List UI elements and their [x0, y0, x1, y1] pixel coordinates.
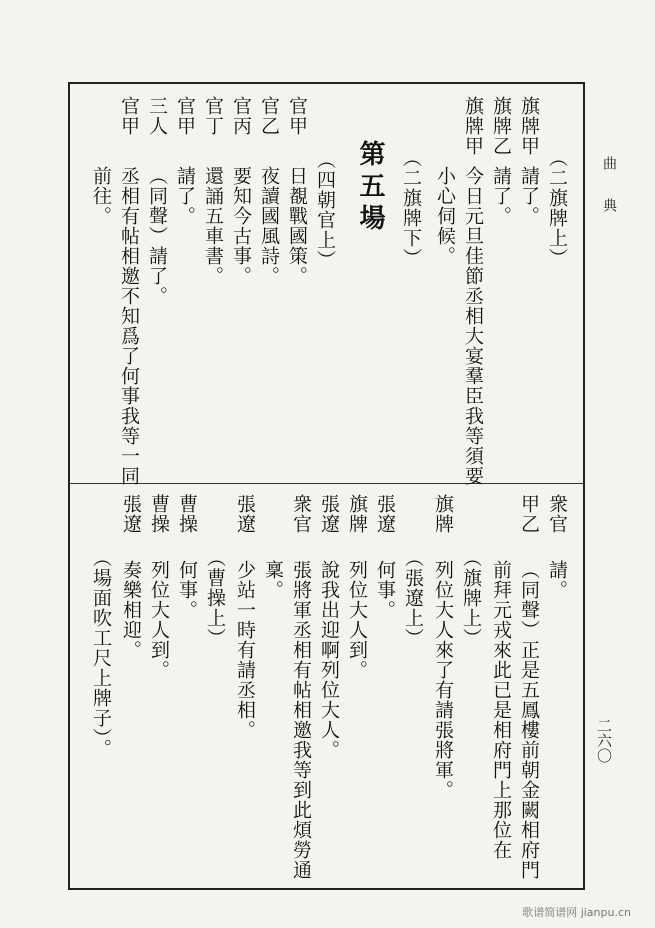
- dialogue-line: 日覩戰國策。: [286, 166, 308, 286]
- stage-direction: （張遼上）: [402, 548, 424, 648]
- dialogue-line: 請了。: [174, 166, 196, 226]
- dialogue-line: 說我出迎啊列位大人。: [318, 560, 340, 760]
- dialogue-line: （同聲）正是五鳳樓前朝金闕相府門: [518, 560, 540, 880]
- book-title-margin: 曲典: [601, 156, 617, 240]
- speaker-label: 旗牌: [432, 494, 454, 534]
- speaker-label: 官甲: [174, 96, 196, 136]
- dialogue-line: 要知今古事。: [230, 166, 252, 286]
- dialogue-line: 列位大人來了有請張將軍。: [432, 560, 454, 800]
- dialogue-line: 今日元旦佳節丞相大宴羣臣我等須要: [462, 166, 484, 486]
- dialogue-line: 奏樂相迎。: [120, 560, 142, 660]
- dialogue-line: 前拜元戎來此已是相府門上那位在: [490, 560, 512, 860]
- dialogue-line: 請了。: [518, 166, 540, 226]
- dialogue-line: 夜讀國風詩。: [258, 166, 280, 286]
- dialogue-line: 還誦五車書。: [202, 166, 224, 286]
- dialogue-line: 張將軍丞相有帖相邀我等到此煩勞通: [290, 560, 312, 880]
- speaker-label: 衆官: [290, 494, 312, 534]
- dialogue-line: （同聲）請了。: [146, 166, 168, 306]
- speaker-label: 官乙: [258, 96, 280, 136]
- dialogue-line: 丞相有帖相邀不知爲了何事我等一同: [118, 166, 140, 486]
- dialogue-line: 請了。: [490, 166, 512, 226]
- speaker-label: 旗牌乙: [490, 96, 512, 156]
- speaker-label: 官甲: [118, 96, 140, 136]
- speaker-label: 三人: [146, 96, 168, 136]
- dialogue-line: 列位大人到。: [148, 560, 170, 680]
- stage-direction: （曹操上）: [204, 548, 226, 648]
- speaker-label: 甲乙: [518, 494, 540, 534]
- section-divider: [68, 483, 585, 484]
- stage-direction: （場面吹工尺上牌子）。: [90, 548, 112, 759]
- speaker-label: 張遼: [120, 494, 142, 534]
- dialogue-line: 稟。: [262, 560, 284, 600]
- stage-direction: （旗牌上）: [460, 548, 482, 648]
- speaker-label: 張遼: [234, 494, 256, 534]
- dialogue-line: 列位大人到。: [346, 560, 368, 680]
- stage-direction: （二旗牌上）: [546, 148, 568, 268]
- speaker-label: 官丙: [230, 96, 252, 136]
- scene-heading: 第五場: [355, 140, 385, 236]
- dialogue-line: 少站一時有請丞相。: [234, 560, 256, 740]
- dialogue-line: 請。: [546, 560, 568, 600]
- speaker-label: 官丁: [202, 96, 224, 136]
- speaker-label: 曹操: [176, 494, 198, 534]
- speaker-label: 張遼: [374, 494, 396, 534]
- speaker-label: 旗牌甲: [518, 96, 540, 156]
- stage-direction: （二旗牌下）: [400, 148, 422, 268]
- speaker-label: 旗牌甲: [462, 96, 484, 156]
- page-number: 二六〇: [595, 718, 613, 763]
- speaker-label: 衆官: [546, 494, 568, 534]
- speaker-label: 官甲: [286, 96, 308, 136]
- watermark: 歌谱简谱网 jianpu.cn: [522, 906, 631, 919]
- stage-direction: （四朝官上）: [314, 150, 336, 270]
- speaker-label: 曹操: [148, 494, 170, 534]
- dialogue-line: 小心伺候。: [434, 166, 456, 266]
- dialogue-line: 何事。: [176, 560, 198, 620]
- dialogue-line: 何事。: [374, 560, 396, 620]
- speaker-label: 張遼: [318, 494, 340, 534]
- speaker-label: 旗牌: [346, 494, 368, 534]
- dialogue-line: 前往。: [90, 166, 112, 226]
